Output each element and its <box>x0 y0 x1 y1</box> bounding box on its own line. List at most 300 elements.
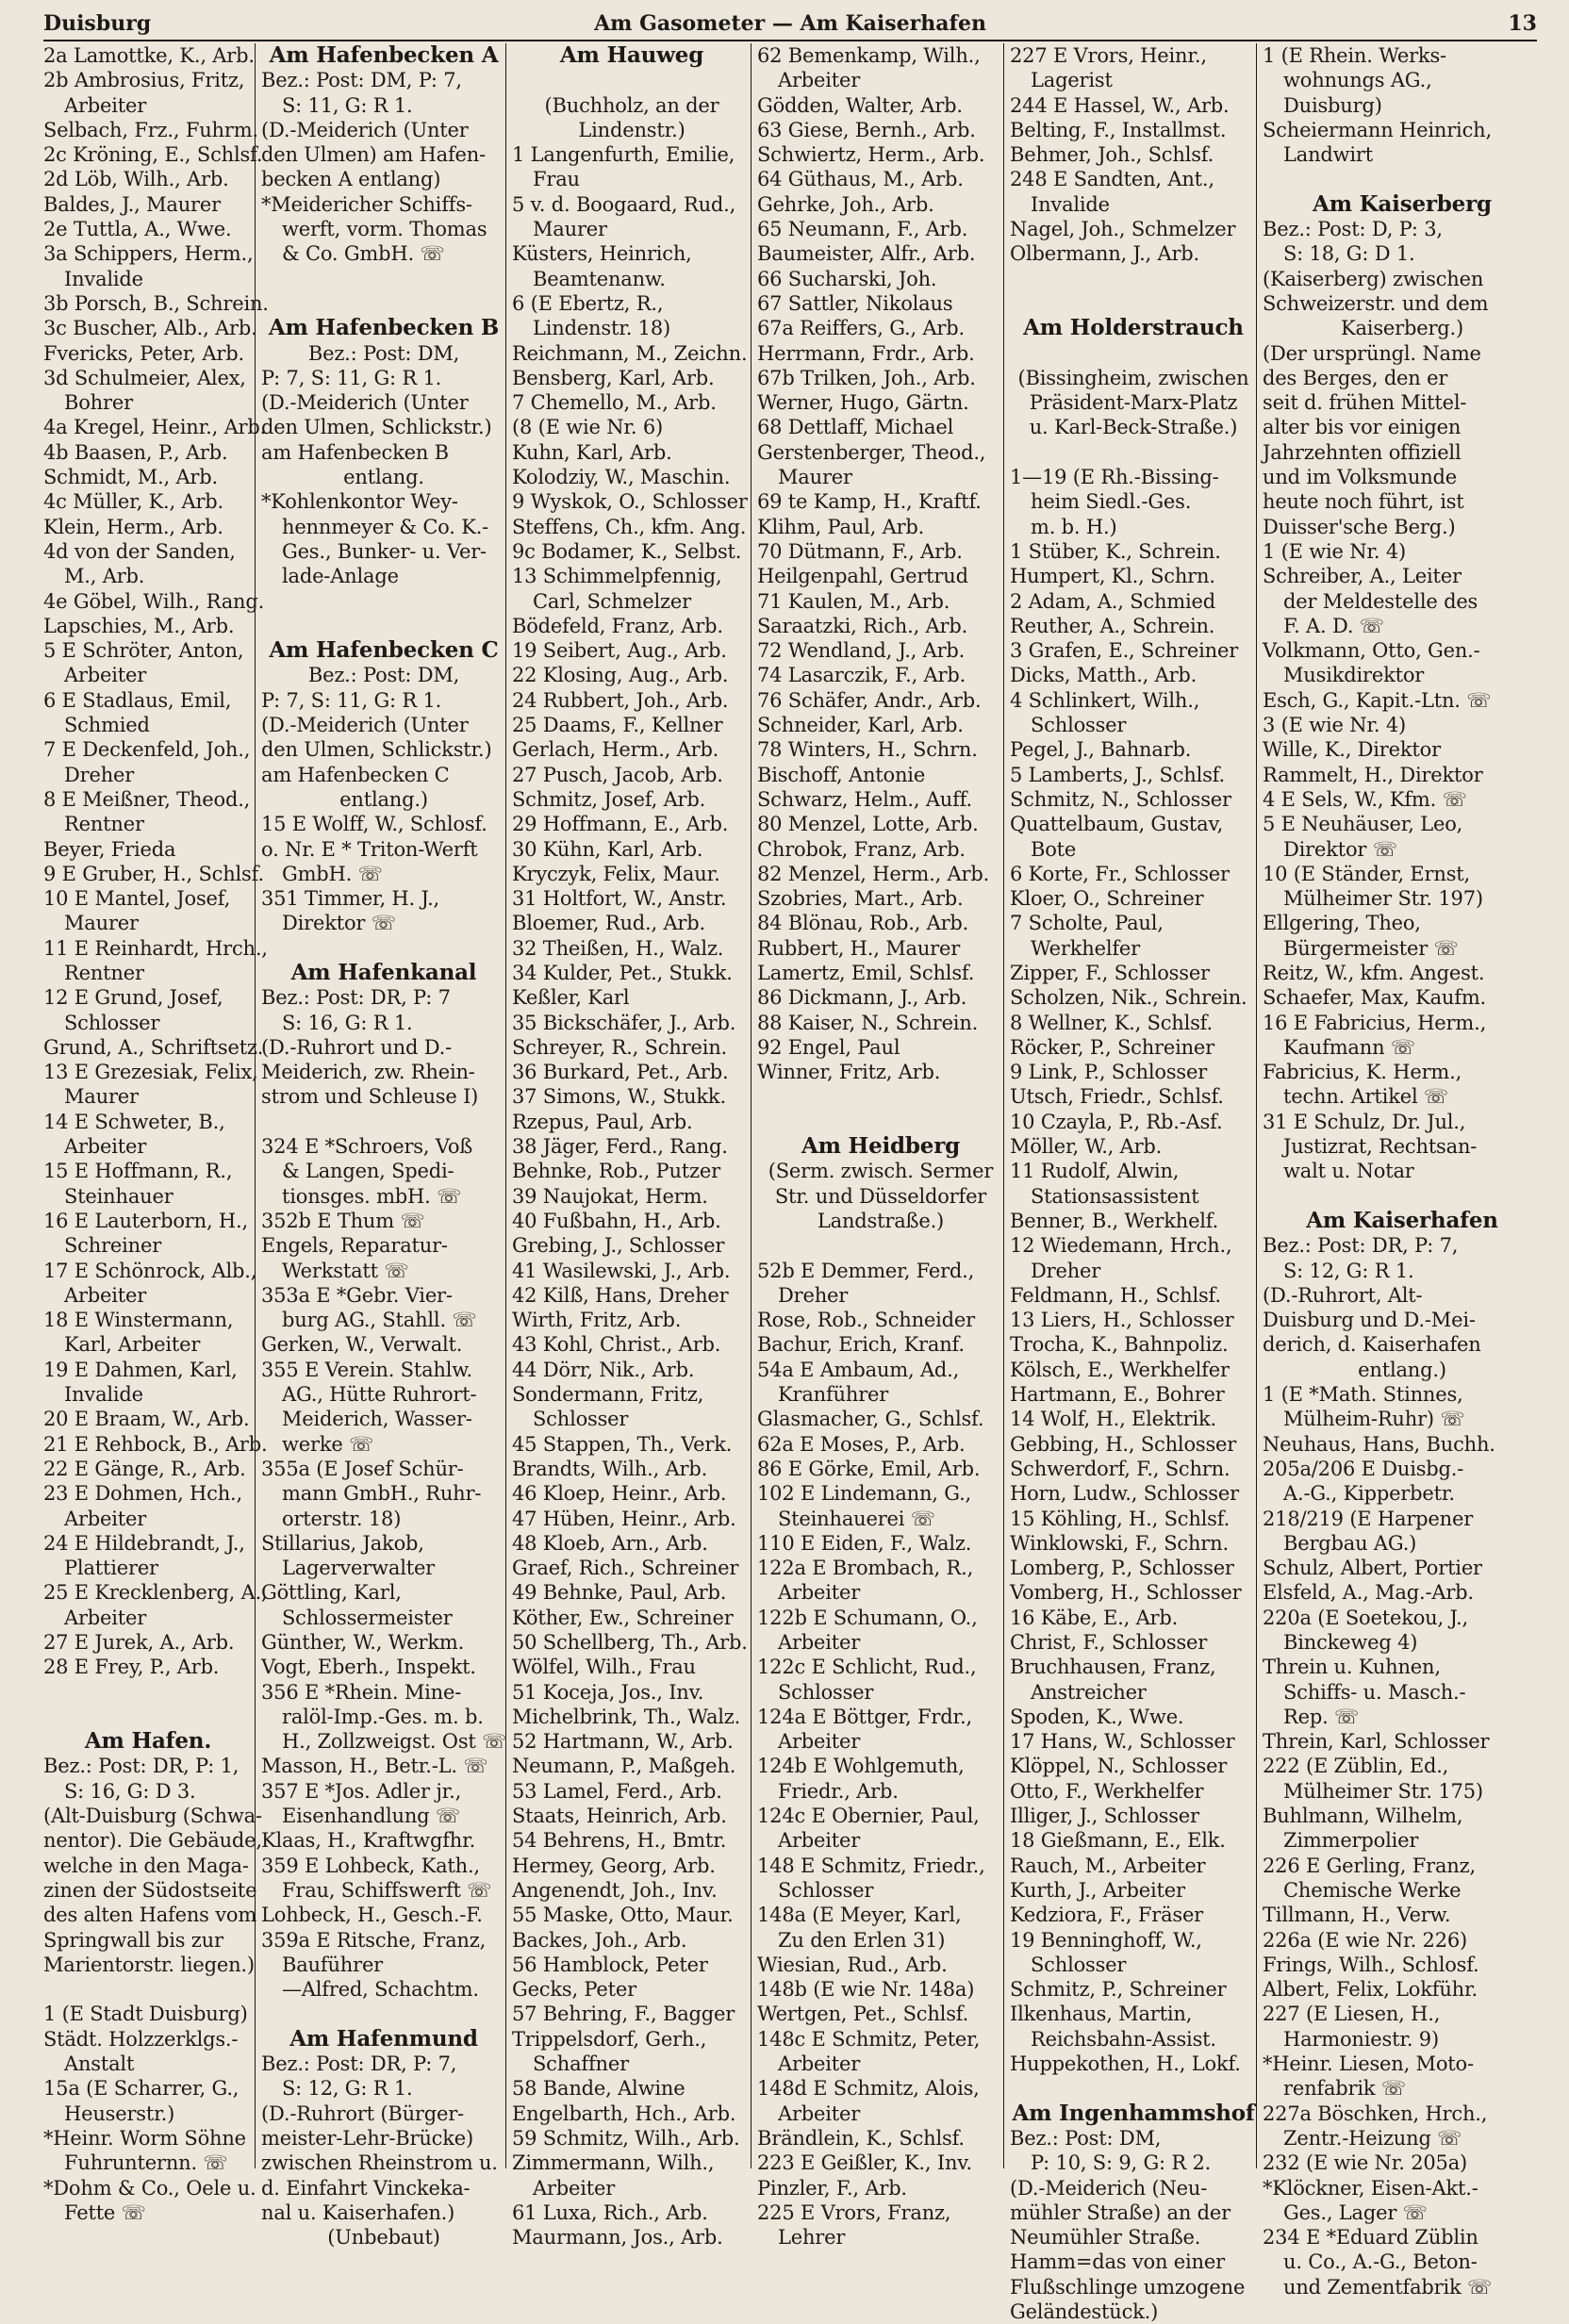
entry-line: Backes, Joh., Arb. <box>512 1928 687 1952</box>
entry-line: hennmeyer & Co. K.- <box>282 515 489 538</box>
entry-line: Plattierer <box>64 1557 158 1580</box>
entry-line: Musikdirektor <box>1283 664 1425 687</box>
entry-line: 4a Kregel, Heinr., Arb. <box>43 416 267 439</box>
entry-line: 16 Käbe, E., Arb. <box>1010 1606 1179 1629</box>
entry-line: 122a E Brombach, R., <box>757 1557 974 1580</box>
entry-line: Bischoff, Antonie <box>757 763 926 786</box>
entry-line: 220a (E Soetekou, J., <box>1263 1606 1468 1629</box>
entry-line: *Meidericher Schiffs- <box>261 192 472 216</box>
entry-line: 3a Schippers, Herm., <box>43 242 254 266</box>
entry-line: Fuhrunternn. ☏ <box>64 2151 228 2175</box>
entry-line: Esch, G., Kapit.-Ltn. ☏ <box>1263 688 1492 712</box>
entry-line: Huppekothen, H., Lokf. <box>1010 2052 1241 2076</box>
spacer <box>261 589 506 614</box>
entry-line: Bürgermeister ☏ <box>1283 936 1459 960</box>
entry-line: Kaufmann ☏ <box>1283 1035 1415 1059</box>
entry-line: 14 E Schweter, B., <box>43 1110 225 1133</box>
entry-line: nentor). Die Gebäude, <box>43 1829 262 1853</box>
spacer <box>261 2002 506 2026</box>
entry-line: Elsfeld, A., Mag.-Arb. <box>1263 1581 1474 1605</box>
entry-line: Engels, Reparatur- <box>261 1234 448 1258</box>
entry-line: Spoden, K., Wwe. <box>1010 1705 1184 1728</box>
entry-line: meister-Lehr-Brücke) <box>261 2126 473 2150</box>
entry-line: 70 Dütmann, F., Arb. <box>757 539 963 563</box>
entry-line: tionsges. mbH. ☏ <box>282 1184 462 1208</box>
entry-line: 28 E Frey, P., Arb. <box>43 1656 220 1679</box>
entry-line: 2e Tuttla, A., Wwe. <box>43 218 232 241</box>
entry-line: Invalide <box>64 267 143 290</box>
entry-line: 71 Kaulen, M., Arb. <box>757 589 950 613</box>
entry-line: 7 Scholte, Paul, <box>1010 912 1164 935</box>
entry-line: 10 Czayla, P., Rb.-Asf. <box>1010 1110 1223 1133</box>
entry-line: 53 Lamel, Ferd., Arb. <box>512 1779 722 1803</box>
entry-line: Beamtenanw. <box>533 267 666 290</box>
entry-line: Brandts, Wilh., Arb. <box>512 1457 708 1480</box>
entry-line: 357 E *Jos. Adler jr., <box>261 1779 462 1803</box>
entry-line: Hamm=das von einer <box>1010 2250 1225 2274</box>
entry-line: Saraatzki, Rich., Arb. <box>757 614 968 637</box>
entry-line: 324 E *Schroers, Voß <box>261 1135 473 1159</box>
entry-line: Schaffner <box>533 2052 629 2076</box>
entry-line: Landstraße.) <box>817 1209 945 1232</box>
street-heading: Am Hafenbecken C <box>269 637 499 664</box>
entry-line: Graef, Rich., Schreiner <box>512 1557 739 1580</box>
spacer <box>261 1110 506 1134</box>
entry-line: Kölsch, E., Werkhelfer <box>1010 1358 1230 1381</box>
entry-line: Scholzen, Nik., Schrein. <box>1010 986 1247 1010</box>
entry-line: 15 E Hoffmann, R., <box>43 1160 233 1183</box>
entry-line: Rose, Rob., Schneider <box>757 1309 975 1332</box>
entry-line: Bez.: Post: DM, P: 7, <box>261 69 462 92</box>
entry-line: Dreher <box>64 763 135 786</box>
entry-line: Rzepus, Paul, Arb. <box>512 1110 693 1133</box>
entry-line: Bruchhausen, Franz, <box>1010 1656 1216 1679</box>
entry-line: Grund, A., Schriftsetz. <box>43 1035 264 1059</box>
entry-line: 48 Kloeb, Arn., Arb. <box>512 1531 708 1555</box>
entry-line: Arbeiter <box>64 664 147 687</box>
entry-line: 54 Behrens, H., Bmtr. <box>512 1829 727 1853</box>
entry-line: Lehrer <box>778 2226 846 2250</box>
entry-line: Ilkenhaus, Martin, <box>1010 2003 1193 2026</box>
entry-line: Staats, Heinrich, Arb. <box>512 1805 727 1828</box>
entry-line: Springwall bis zur <box>43 1928 223 1952</box>
entry-line: Neuhaus, Hans, Buchh. <box>1263 1432 1495 1456</box>
entry-line: Schulz, Albert, Portier <box>1263 1557 1482 1580</box>
entry-line: 11 E Reinhardt, Hrch., <box>43 936 268 960</box>
entry-line: 58 Bande, Alwine <box>512 2077 685 2101</box>
entry-line: 43 Kohl, Christ., Arb. <box>512 1333 721 1357</box>
entry-line: 1—19 (E Rh.-Bissing- <box>1010 466 1219 489</box>
spacer <box>757 1084 1004 1109</box>
entry-line: welche in den Maga- <box>43 1854 249 1877</box>
entry-line: 64 Güthaus, M., Arb. <box>757 168 964 191</box>
entry-line: S: 16, G: R 1. <box>282 1011 413 1034</box>
entry-line: 13 Liers, H., Schlosser <box>1010 1309 1234 1332</box>
entry-line: und im Volksmunde <box>1263 466 1458 489</box>
entry-line: 359a E Ritsche, Franz, <box>261 1928 487 1952</box>
entry-line: Gehrke, Joh., Arb. <box>757 192 934 216</box>
entry-line: (Serm. zwisch. Sermer <box>768 1160 994 1183</box>
entry-line: Schmied <box>64 714 150 737</box>
entry-line: Christ, F., Schlosser <box>1010 1631 1208 1654</box>
entry-line: Stillarius, Jakob, <box>261 1531 424 1555</box>
entry-line: 69 te Kamp, H., Kraftf. <box>757 490 982 514</box>
entry-line: Gecks, Peter <box>512 1978 636 2002</box>
entry-line: Bachur, Erich, Kranf. <box>757 1333 965 1357</box>
entry-line: u. Co., A.-G., Beton- <box>1283 2250 1478 2274</box>
entry-line: walt u. Notar <box>1283 1160 1414 1183</box>
entry-line: 355a (E Josef Schür- <box>261 1457 464 1480</box>
entry-line: F. A. D. ☏ <box>1283 614 1384 637</box>
entry-line: Frings, Wilh., Schlosf. <box>1263 1953 1479 1976</box>
entry-line: 30 Kühn, Karl, Arb. <box>512 837 703 861</box>
entry-line: Steinhauerei ☏ <box>778 1507 935 1530</box>
entry-line: Engelbarth, Hch., Arb. <box>512 2101 736 2125</box>
entry-line: 23 E Dohmen, Hch., <box>43 1482 242 1506</box>
entry-line: Geländestück.) <box>1010 2300 1159 2324</box>
entry-line: 9 Link, P., Schlosser <box>1010 1061 1208 1084</box>
entry-line: Schreyer, R., Schrein. <box>512 1035 728 1059</box>
entry-line: 7 E Deckenfeld, Joh., <box>43 738 251 762</box>
entry-line: 68 Dettlaff, Michael <box>757 416 954 439</box>
entry-line: Meiderich, Wasser- <box>282 1408 472 1431</box>
entry-line: Hermey, Georg, Arb. <box>512 1854 716 1877</box>
column-4 <box>751 43 1004 2250</box>
entry-line: Schlosser <box>533 1408 629 1431</box>
entry-line: Arbeiter <box>64 1135 147 1159</box>
entry-line: Frau <box>533 168 580 191</box>
entry-line: Zimmerpolier <box>1283 1829 1419 1853</box>
entry-line: 80 Menzel, Lotte, Arb. <box>757 813 979 836</box>
entry-line: Trocha, K., Bahnpoliz. <box>1010 1333 1229 1357</box>
entry-line: Ges., Bunker- u. Ver- <box>282 539 487 563</box>
entry-line: 10 (E Ständer, Ernst, <box>1263 862 1471 885</box>
column-5 <box>1003 43 1257 2324</box>
spacer <box>757 1233 1004 1258</box>
entry-line: 18 Gießmann, E., Elk. <box>1010 1829 1226 1853</box>
entry-line: Rammelt, H., Direktor <box>1263 763 1483 786</box>
entry-line: 51 Koceja, Jos., Inv. <box>512 1680 704 1704</box>
entry-line: Keßler, Karl <box>512 986 630 1010</box>
entry-line: 41 Wasilewski, J., Arb. <box>512 1259 731 1282</box>
entry-line: AG., Hütte Ruhrort- <box>282 1383 477 1407</box>
entry-line: 24 Rubbert, Joh., Arb. <box>512 688 729 712</box>
spacer <box>757 1110 1004 1134</box>
entry-line: 42 Kilß, Hans, Dreher <box>512 1283 729 1307</box>
entry-line: 22 E Gänge, R., Arb. <box>43 1457 246 1480</box>
entry-line: Rentner <box>64 961 144 984</box>
entry-line: 7 Chemello, M., Arb. <box>512 391 717 415</box>
entry-line: 40 Fußbahn, H., Arb. <box>512 1209 721 1232</box>
street-heading: Am Hafenmund <box>289 2025 478 2052</box>
page-header <box>43 8 1537 41</box>
entry-line: 223 E Geißler, K., Inv. <box>757 2151 972 2175</box>
entry-line: 1 Stüber, K., Schrein. <box>1010 539 1221 563</box>
entry-line: Pinzler, F., Arb. <box>757 2176 907 2200</box>
entry-line: Reichmann, M., Zeichn. <box>512 341 748 365</box>
entry-line: 82 Menzel, Herm., Arb. <box>757 862 990 885</box>
entry-line: entlang. <box>343 466 424 489</box>
header-city: Duisburg <box>43 11 152 36</box>
entry-line: mann GmbH., Ruhr- <box>282 1482 482 1506</box>
entry-line: Heuserstr.) <box>64 2101 175 2125</box>
entry-line: Köther, Ew., Schreiner <box>512 1606 734 1629</box>
entry-line: Maurer <box>778 466 852 489</box>
entry-line: 205a/206 E Duisbg.- <box>1263 1457 1464 1480</box>
entry-line: 2 Adam, A., Schmied <box>1010 589 1215 613</box>
entry-line: 37 Simons, W., Stukk. <box>512 1085 726 1109</box>
entry-line: heute noch führt, ist <box>1263 490 1464 514</box>
entry-line: 19 E Dahmen, Karl, <box>43 1358 238 1381</box>
entry-line: 15a (E Scharrer, G., <box>43 2077 239 2101</box>
entry-line: 2a Lamottke, K., Arb. <box>43 44 255 67</box>
entry-line: Frau, Schiffswerft ☏ <box>282 1878 492 1902</box>
entry-line: 11 Rudolf, Alwin, <box>1010 1160 1180 1183</box>
entry-line: Werner, Hugo, Gärtn. <box>757 391 969 415</box>
entry-line: des alten Hafens vom <box>43 1904 257 1927</box>
street-heading: Am Ingenhammshof <box>1012 2100 1255 2126</box>
entry-line: Kloer, O., Schreiner <box>1010 887 1204 911</box>
entry-line: Lagerverwalter <box>282 1557 436 1580</box>
entry-line: 148c E Schmitz, Peter, <box>757 2027 981 2051</box>
entry-line: 29 Hoffmann, E., Arb. <box>512 813 729 836</box>
entry-line: (D.-Meiderich (Unter <box>261 118 469 141</box>
entry-line: 46 Kloep, Heinr., Arb. <box>512 1482 727 1506</box>
entry-line: H., Zollzweigst. Ost ☏ <box>282 1730 507 1754</box>
entry-line: Schiffs- u. Masch.- <box>1283 1680 1466 1704</box>
entry-line: Lohbeck, H., Gesch.-F. <box>261 1904 483 1927</box>
entry-line: 59 Schmitz, Wilh., Arb. <box>512 2126 740 2150</box>
entry-line: Arbeiter <box>64 1606 147 1629</box>
entry-line: Fvericks, Peter, Arb. <box>43 341 244 365</box>
entry-line: Kuhn, Karl, Arb. <box>512 440 672 464</box>
entry-line: Baumeister, Alfr., Arb. <box>757 242 976 266</box>
entry-line: Gerlach, Herm., Arb. <box>512 738 719 762</box>
entry-line: 148a (E Meyer, Karl, <box>757 1904 962 1927</box>
entry-line: Schaefer, Max, Kaufm. <box>1263 986 1487 1010</box>
entry-line: Rauch, M., Arbeiter <box>1010 1854 1206 1877</box>
entry-line: 31 E Schulz, Dr. Jul., <box>1263 1110 1466 1133</box>
entry-line: Masson, H., Betr.-L. ☏ <box>261 1755 488 1778</box>
street-heading: Am Hafenbecken B <box>268 315 500 341</box>
entry-line: S: 12, G: R 1. <box>1283 1259 1414 1282</box>
entry-line: Lomberg, P., Schlosser <box>1010 1557 1234 1580</box>
entry-line: Präsident-Marx-Platz <box>1029 391 1238 415</box>
entry-line: strom und Schleuse I) <box>261 1085 479 1109</box>
entry-line: Klaas, H., Kraftwgfhr. <box>261 1829 476 1853</box>
entry-line: Kaiserberg.) <box>1341 317 1463 340</box>
entry-line: 57 Behring, F., Bagger <box>512 2003 735 2026</box>
entry-line: S: 16, G: D 3. <box>64 1779 196 1803</box>
entry-line: Direktor ☏ <box>1283 837 1397 861</box>
entry-line: 3c Buscher, Alb., Arb. <box>43 317 257 340</box>
entry-line: der Meldestelle des <box>1283 589 1478 613</box>
entry-line: 359 E Lohbeck, Kath., <box>261 1854 480 1877</box>
spacer <box>1010 440 1257 465</box>
column-1 <box>43 43 269 2224</box>
entry-line: Gödden, Walter, Arb. <box>757 93 963 117</box>
entry-line: Klöppel, N., Schlosser <box>1010 1755 1228 1778</box>
entry-line: 21 E Rehbock, B., Arb. <box>43 1432 268 1456</box>
entry-line: 5 E Neuhäuser, Leo, <box>1263 813 1463 836</box>
entry-line: 232 (E wie Nr. 205a) <box>1263 2151 1468 2175</box>
entry-line: Bote <box>1031 837 1077 861</box>
entry-line: 5 E Schröter, Anton, <box>43 639 244 663</box>
entry-line: 351 Timmer, H. J., <box>261 887 440 911</box>
entry-line: Bez.: Post: DR, P: 7 <box>261 986 451 1010</box>
entry-line: Heilgenpahl, Gertrud <box>757 565 968 588</box>
entry-line: Kurth, J., Arbeiter <box>1010 1878 1185 1902</box>
entry-line: M., Arb. <box>64 565 145 588</box>
entry-line: 148 E Schmitz, Friedr., <box>757 1854 985 1877</box>
entry-line: Ges., Lager ☏ <box>1283 2200 1428 2224</box>
entry-line: 19 Benninghoff, W., <box>1010 1928 1202 1952</box>
entry-line: 86 Dickmann, J., Arb. <box>757 986 967 1010</box>
entry-line: Herrmann, Frdr., Arb. <box>757 341 975 365</box>
street-heading: Am Hafenbecken A <box>269 42 499 68</box>
entry-line: S: 11, G: R 1. <box>282 93 413 117</box>
entry-line: Szobries, Mart., Arb. <box>757 887 964 911</box>
entry-line: d. Einfahrt Vinckeka- <box>261 2176 471 2200</box>
entry-line: 4 Schlinkert, Wilh., <box>1010 688 1200 712</box>
entry-line: 4 E Sels, W., Kfm. ☏ <box>1263 787 1467 811</box>
entry-line: Reichsbahn-Assist. <box>1031 2027 1216 2051</box>
entry-line: Olbermann, J., Arb. <box>1010 242 1200 266</box>
street-heading: Am Kaiserhafen <box>1306 1207 1498 1233</box>
entry-line: Karl, Arbeiter <box>64 1333 201 1357</box>
entry-line: 72 Wendland, J., Arb. <box>757 639 966 663</box>
entry-line: 17 Hans, W., Schlosser <box>1010 1730 1235 1754</box>
entry-line: 14 Wolf, H., Elektrik. <box>1010 1408 1217 1431</box>
entry-line: 47 Hüben, Heinr., Arb. <box>512 1507 736 1530</box>
entry-line: Benner, B., Werkhelf. <box>1010 1209 1219 1232</box>
entry-line: Klihm, Paul, Arb. <box>757 515 925 538</box>
entry-line: werke ☏ <box>282 1432 374 1456</box>
entry-line: Duisburg und D.-Mei- <box>1263 1309 1476 1332</box>
entry-line: Quattelbaum, Gustav, <box>1010 813 1224 836</box>
entry-line: 222 (E Züblin, Ed., <box>1263 1755 1449 1778</box>
entry-line: Dicks, Matth., Arb. <box>1010 664 1197 687</box>
entry-line: 5 Lamberts, J., Schlsf. <box>1010 763 1225 786</box>
entry-line: Vogt, Eberh., Inspekt. <box>261 1656 476 1679</box>
entry-line: 1 (E *Math. Stinnes, <box>1263 1383 1463 1407</box>
entry-line: 5 v. d. Boogaard, Rud., <box>512 192 736 216</box>
entry-line: Gerstenberger, Theod., <box>757 440 986 464</box>
spacer <box>43 1680 253 1705</box>
entry-line: & Langen, Spedi- <box>282 1160 454 1183</box>
entry-line: 124a E Böttger, Frdr., <box>757 1705 972 1728</box>
spacer <box>512 68 751 92</box>
entry-line: (D.-Meiderich (Unter <box>261 714 469 737</box>
entry-line: 67a Reiffers, G., Arb. <box>757 317 965 340</box>
entry-line: 50 Schellberg, Th., Arb. <box>512 1631 748 1654</box>
entry-line: 13 Schimmelpfennig, <box>512 565 722 588</box>
entry-line: zinen der Südostseite <box>43 1878 257 1902</box>
entry-line: Mülheim-Ruhr) ☏ <box>1283 1408 1465 1431</box>
entry-line: 65 Neumann, F., Arb. <box>757 218 968 241</box>
entry-line: Baldes, J., Maurer <box>43 192 221 216</box>
entry-line: 32 Theißen, H., Walz. <box>512 936 724 960</box>
entry-line: Werkstatt ☏ <box>282 1259 409 1282</box>
entry-line: 6 (E Ebertz, R., <box>512 291 664 315</box>
entry-line: 3d Schulmeier, Alex, <box>43 366 246 389</box>
entry-line: renfabrik ☏ <box>1283 2077 1406 2101</box>
entry-line: Gerken, W., Verwalt. <box>261 1333 463 1357</box>
entry-line: 4d von der Sanden, <box>43 539 236 563</box>
entry-line: Lagerist <box>1031 69 1113 92</box>
entry-line: Bohrer <box>64 391 133 415</box>
entry-line: 63 Giese, Bernh., Arb. <box>757 118 976 141</box>
entry-line: Lamertz, Emil, Schlsf. <box>757 961 975 984</box>
entry-line: 227 (E Liesen, H., <box>1263 2003 1441 2026</box>
entry-line: ralöl-Imp.-Ges. m. b. <box>282 1705 484 1728</box>
entry-line: Steinhauer <box>64 1184 173 1208</box>
entry-line: Dreher <box>1031 1259 1101 1282</box>
entry-line: 35 Bickschäfer, J., Arb. <box>512 1011 736 1034</box>
entry-line: Trippelsdorf, Gerh., <box>512 2027 707 2051</box>
entry-line: Kedziora, F., Fräser <box>1010 1904 1204 1927</box>
entry-line: Bez.: Post: DR, P: 1, <box>43 1755 239 1778</box>
entry-line: Jahrzehnten offiziell <box>1263 440 1462 464</box>
spacer <box>43 1977 253 2002</box>
entry-line: 356 E *Rhein. Mine- <box>261 1680 462 1704</box>
entry-line: becken A entlang) <box>261 168 441 191</box>
entry-line: Bez.: Post: D, P: 3, <box>1263 218 1443 241</box>
entry-line: 12 Wiedemann, Hrch., <box>1010 1234 1232 1258</box>
entry-line: 62 Bemenkamp, Wilh., <box>757 44 981 67</box>
column-3 <box>505 42 751 2250</box>
entry-line: 67b Trilken, Joh., Arb. <box>757 366 976 389</box>
entry-line: Utsch, Friedr., Schlsf. <box>1010 1085 1224 1109</box>
entry-line: Zimmermann, Wilh., <box>512 2151 715 2175</box>
entry-line: Tillmann, H., Verw. <box>1263 1904 1451 1927</box>
entry-line: Arbeiter <box>778 1730 861 1754</box>
entry-line: 24 E Hildebrandt, J., <box>43 1531 245 1555</box>
entry-line: Glasmacher, G., Schlsf. <box>757 1408 984 1431</box>
entry-line: orterstr. 18) <box>282 1507 402 1530</box>
entry-line: (Unbebaut) <box>327 2226 440 2250</box>
entry-line: Schweizerstr. und dem <box>1263 291 1489 315</box>
entry-line: Angenendt, Joh., Inv. <box>512 1878 718 1902</box>
entry-line: Maurer <box>64 912 139 935</box>
entry-line: Lindenstr. 18) <box>533 317 670 340</box>
entry-line: Möller, W., Arb. <box>1010 1135 1163 1159</box>
entry-line: Schreiber, A., Leiter <box>1263 565 1462 588</box>
entry-line: 62a E Moses, P., Arb. <box>757 1432 966 1456</box>
entry-line: Arbeiter <box>778 1631 861 1654</box>
entry-line: Chrobok, Franz, Arb. <box>757 837 966 861</box>
entry-line: des Berges, den er <box>1263 366 1448 389</box>
entry-line: und Zementfabrik ☏ <box>1283 2275 1493 2299</box>
entry-line: (D.-Ruhrort, Alt- <box>1263 1283 1423 1307</box>
entry-line: 6 Korte, Fr., Schlosser <box>1010 862 1230 885</box>
entry-line: (D.-Ruhrort (Bürger- <box>261 2101 464 2125</box>
entry-line: Fabricius, K. Herm., <box>1263 1061 1462 1084</box>
entry-line: Vomberg, H., Schlosser <box>1010 1581 1242 1605</box>
entry-line: 1 (E Stadt Duisburg) <box>43 2003 248 2026</box>
entry-line: P: 10, S: 9, G: R 2. <box>1031 2151 1212 2175</box>
entry-line: 12 E Grund, Josef, <box>43 986 223 1010</box>
entry-line: Rep. ☏ <box>1283 1705 1360 1728</box>
spacer <box>261 936 506 961</box>
entry-line: Küsters, Heinrich, <box>512 242 692 266</box>
entry-line: *Heinr. Worm Söhne <box>43 2126 246 2150</box>
entry-line: den Ulmen, Schlickstr.) <box>261 416 492 439</box>
entry-line: Schmitz, P., Schreiner <box>1010 1978 1227 2002</box>
entry-line: Str. und Düsseldorfer <box>774 1184 987 1208</box>
entry-line: Winner, Fritz, Arb. <box>757 1061 941 1084</box>
entry-line: 110 E Eiden, F., Walz. <box>757 1531 972 1555</box>
